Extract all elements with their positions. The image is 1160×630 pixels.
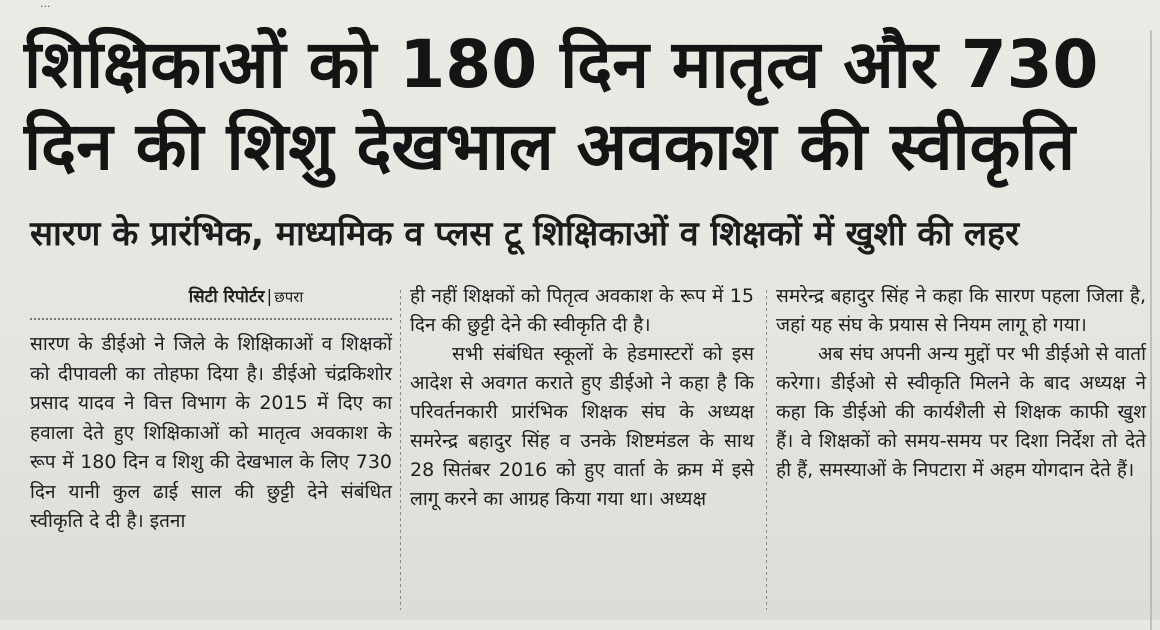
paragraph: सारण के डीईओ ने जिले के शिक्षिकाओं व शिक्षकों को दीपावली का तोहफा दिया है। डीईओ चंद्रकिशोर प्रसाद यादव ने वित्त विभाग के 2015 में दिए का हवाला देते हुए शिक्षिकाओं को मातृत्व अवकाश के रूप में 180 दिन व शिशु की देखभाल के लिए 730 दिन यानी कुल ढाई साल की छुट्टी देने संबंधित स्वीकृति दे दी है। इतना xyxy=(30,333,392,532)
paragraph: ही नहीं शिक्षकों को पितृत्व अवकाश के रूप में 15 दिन की छुट्टी देने की स्वीकृति दी है। xyxy=(410,285,754,336)
byline-dotted-rule xyxy=(30,318,392,320)
reporter-name: सिटी रिपोर्टर xyxy=(188,287,265,307)
article-column-2 xyxy=(410,282,754,514)
article-column-3 xyxy=(776,282,1146,485)
page-edge xyxy=(1150,30,1160,630)
cropped-previous-text: ... xyxy=(40,0,51,8)
column-divider xyxy=(766,290,767,610)
byline xyxy=(30,284,392,310)
column-divider xyxy=(400,290,401,610)
subheadline: सारण के प्रारंभिक, माध्यमिक व प्लस टू शिक्षिकाओं व शिक्षकों में खुशी की लहर xyxy=(30,214,1020,254)
headline-line-1: शिक्षिकाओं को 180 दिन मातृत्व और 730 xyxy=(24,26,1099,103)
dateline-place: छपरा xyxy=(274,288,304,306)
paragraph: समरेन्द्र बहादुर सिंह ने कहा कि सारण पहला जिला है, जहां यह संघ के प्रयास से नियम लागू हो गया। xyxy=(776,285,1146,336)
headline xyxy=(24,24,1134,188)
article-column-1 xyxy=(30,284,392,537)
paragraph: सभी संबंधित स्कूलों के हेडमास्टरों को इस आदेश से अवगत कराते हुए डीईओ ने कहा है कि परिवर्तनकारी प्रारंभिक शिक्षक संघ के अध्यक्ष समरेन्द्र बहादुर सिंह व उनके शिष्टमंडल के साथ 28 सितंबर 2016 को हुए वार्ता के क्रम में इसे लागू करने का आग्रह किया गया था। अध्यक्ष xyxy=(410,343,754,510)
byline-separator: | xyxy=(266,287,273,307)
headline-line-2: दिन की शिशु देखभाल अवकाश की स्वीकृति xyxy=(24,108,1075,185)
paragraph: अब संघ अपनी अन्य मुद्दों पर भी डीईओ से वार्ता करेगा। डीईओ से स्वीकृति मिलने के बाद अध्यक्ष ने कहा कि डीईओ की कार्यशैली से शिक्षक काफी खुश हैं। वे शिक्षकों को समय-समय पर दिशा निर्देश तो देते ही हैं, समस्याओं के निपटारा में अहम योगदान देते हैं। xyxy=(776,343,1146,481)
